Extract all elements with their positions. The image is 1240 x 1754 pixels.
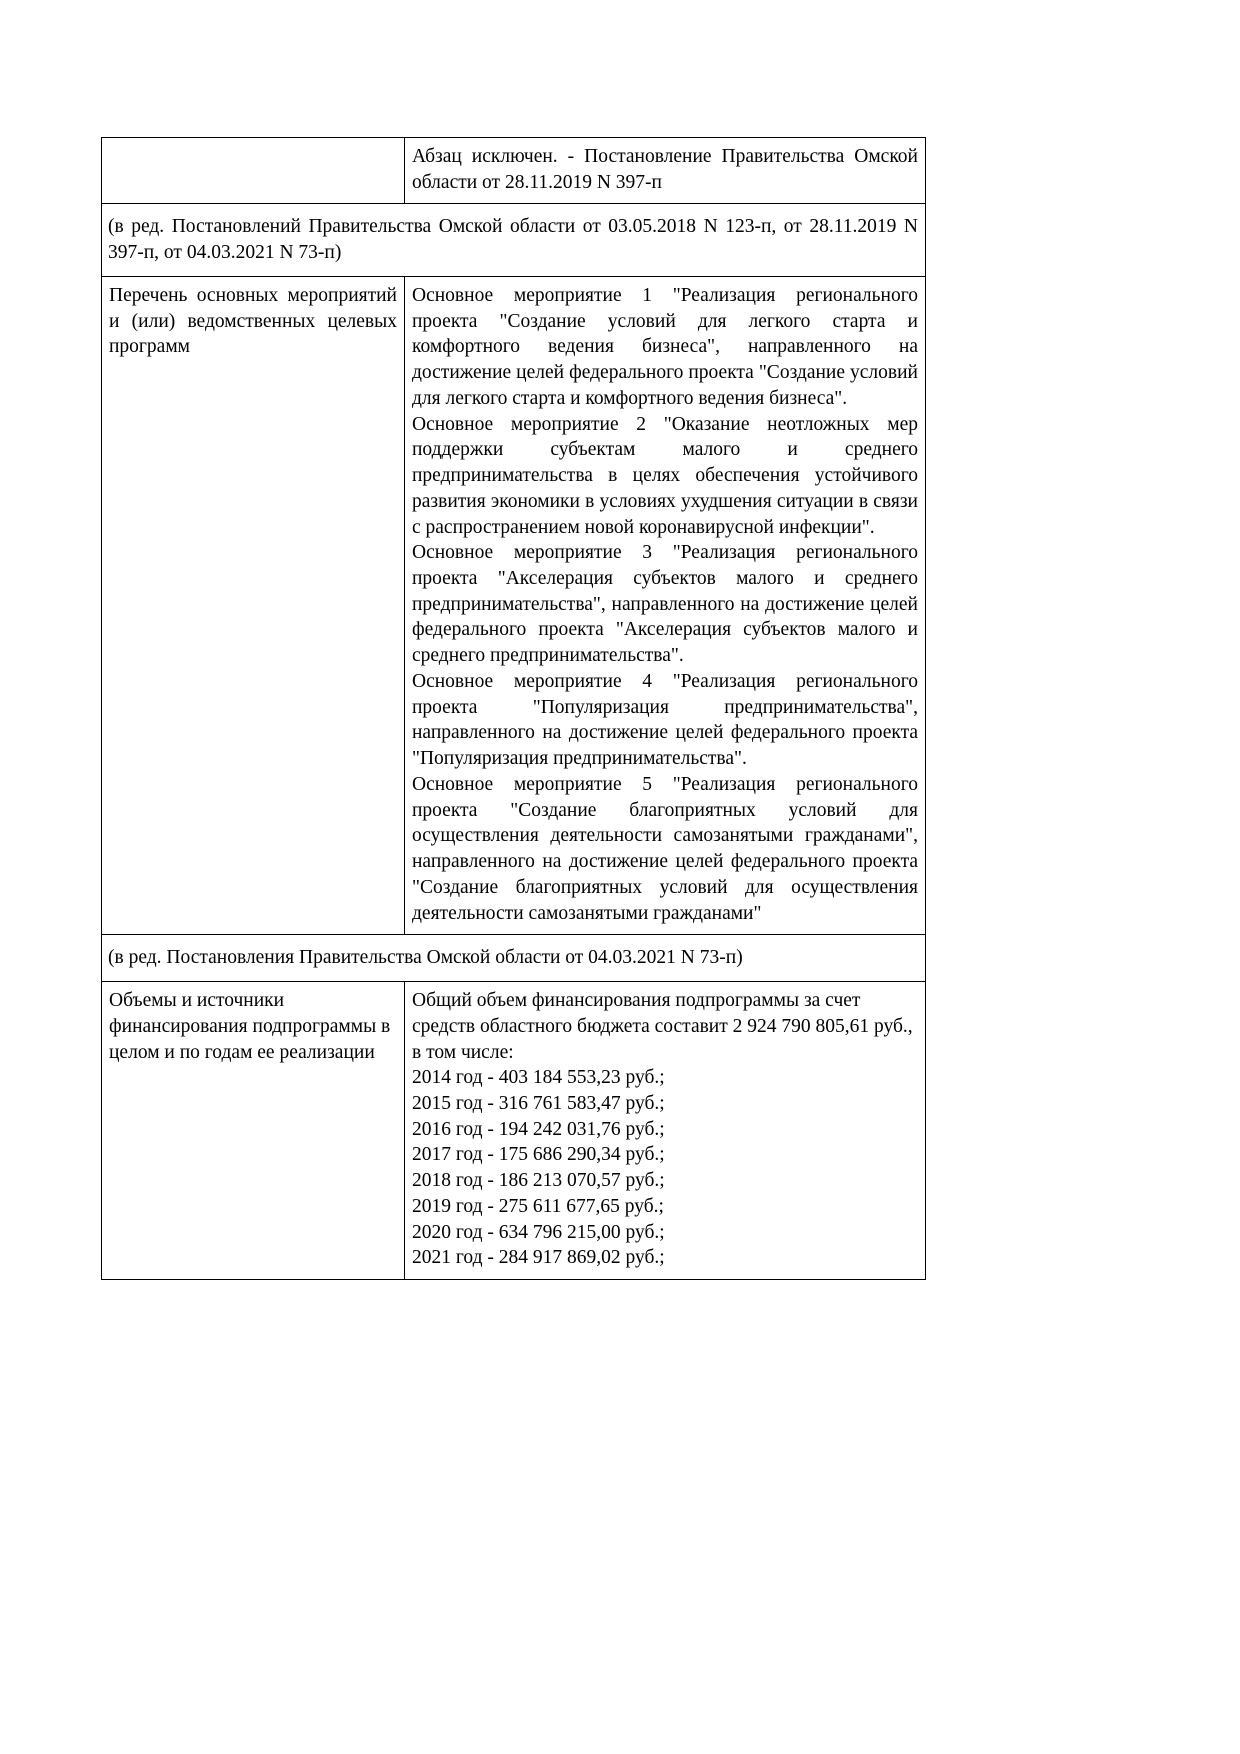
- financing-year-line: 2021 год - 284 917 869,02 руб.;: [412, 1247, 665, 1269]
- row-value-cell: [405, 138, 926, 204]
- paragraph: Основное мероприятие 3 "Реализация регионального проекта "Акселерация субъектов малого и среднего предпринимательства", направленного на достижение целей федерального проекта "Акселерация субъектов малого и среднего предпринимательства".: [412, 542, 918, 667]
- financing-year-line: 2017 год - 175 686 290,34 руб.;: [412, 1144, 665, 1166]
- financing-year-line: 2014 год - 403 184 553,23 руб.;: [412, 1067, 665, 1089]
- paragraph: Основное мероприятие 5 "Реализация регионального проекта "Создание благоприятных условий для осуществления деятельности самозанятыми гражданами", направленного на достижение целей федерального проекта "Создание благоприятных условий для осуществления деятельности самозанятыми гражданами": [412, 773, 918, 924]
- table-row: [102, 982, 926, 1280]
- financing-total: Общий объем финансирования подпрограммы за счет средств областного бюджета составит 2 924 790 805,61 руб., в том числе:: [412, 990, 913, 1063]
- amendment-cell: [102, 204, 926, 276]
- financing-year-line: 2019 год - 275 611 677,65 руб.;: [412, 1195, 664, 1217]
- financing-year-line: 2016 год - 194 242 031,76 руб.;: [412, 1118, 665, 1140]
- table-row: [102, 276, 926, 934]
- table-row: [102, 138, 926, 204]
- row-label-text: Объемы и источники финансирования подпрограммы в целом и по годам ее реализации: [109, 990, 391, 1063]
- row-label-cell: [102, 982, 405, 1280]
- paragraph: Основное мероприятие 1 "Реализация регионального проекта "Создание условий для легкого старта и комфортного ведения бизнеса", направленного на достижение целей федерального проекта "Создание условий для легкого старта и комфортного ведения бизнеса".: [412, 284, 918, 409]
- amendment-cell: [102, 935, 926, 982]
- row-value-cell: [405, 982, 926, 1280]
- paragraph: Абзац исключен. - Постановление Правительства Омской области от 28.11.2019 N 397-п: [412, 146, 918, 193]
- row-value-cell: [405, 276, 926, 934]
- paragraph: Основное мероприятие 2 "Оказание неотложных мер поддержки субъектам малого и среднего предпринимательства в целях обеспечения устойчивого развития экономики в условиях ухудшения ситуации в связи с распространением новой коронавирусной инфекции".: [412, 413, 918, 538]
- row-label-text: Перечень основных мероприятий и (или) ведомственных целевых программ: [109, 284, 397, 358]
- financing-year-line: 2020 год - 634 796 215,00 руб.;: [412, 1221, 665, 1243]
- paragraph: Основное мероприятие 4 "Реализация регионального проекта "Популяризация предпринимательства", направленного на достижение целей федерального проекта "Популяризация предпринимательства".: [412, 670, 918, 770]
- amendment-row: [102, 204, 926, 276]
- row-label-cell: [102, 276, 405, 934]
- financing-year-line: 2018 год - 186 213 070,57 руб.;: [412, 1170, 665, 1192]
- regulation-table: [101, 137, 926, 1280]
- amendment-text: (в ред. Постановлений Правительства Омской области от 03.05.2018 N 123-п, от 28.11.2019 N 397-п, от 04.03.2021 N 73-п): [108, 216, 918, 264]
- row-label-cell-empty: [102, 138, 405, 204]
- amendment-text: (в ред. Постановления Правительства Омской области от 04.03.2021 N 73-п): [108, 947, 743, 969]
- financing-year-line: 2015 год - 316 761 583,47 руб.;: [412, 1092, 665, 1114]
- amendment-row: [102, 935, 926, 982]
